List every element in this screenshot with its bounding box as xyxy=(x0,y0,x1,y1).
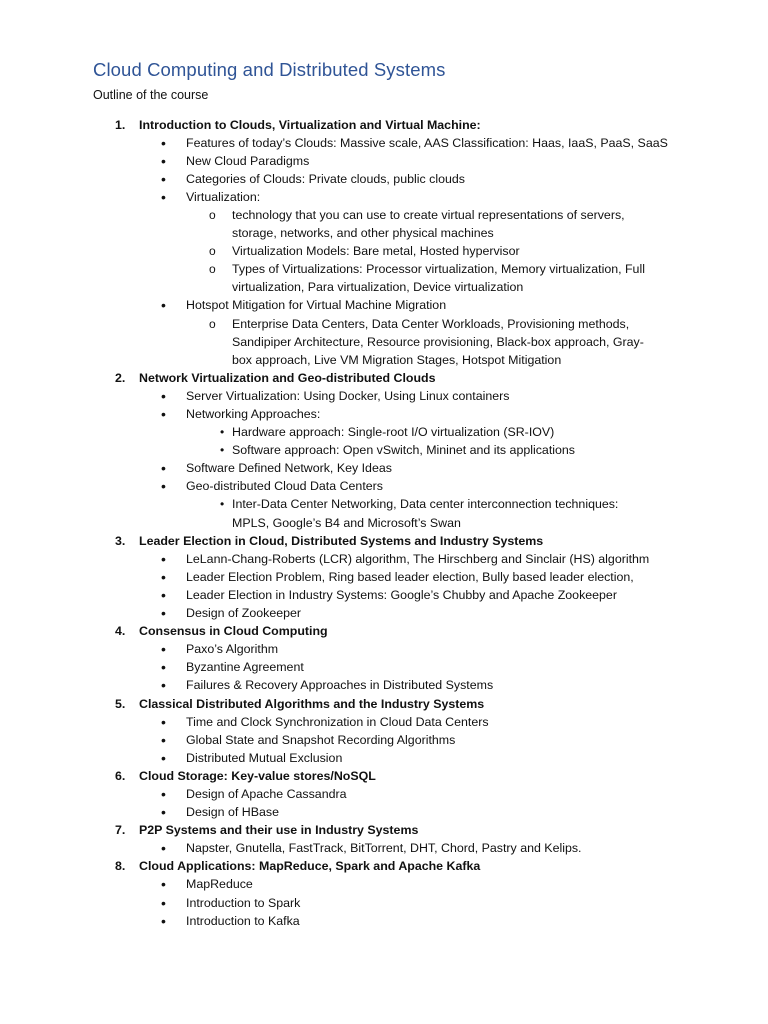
bullet-icon: • xyxy=(161,749,166,766)
list-item xyxy=(0,188,768,206)
list-item-text: Introduction to Kafka xyxy=(186,913,300,928)
list-item xyxy=(0,586,768,604)
bullet-icon: • xyxy=(161,478,166,495)
section-number: 6. xyxy=(115,768,126,783)
bullet-icon: • xyxy=(161,876,166,893)
list-item xyxy=(0,894,768,912)
list-item-text: Inter-Data Center Networking, Data center interconnection techniques: xyxy=(232,497,619,512)
list-item-text: Hotspot Mitigation for Virtual Machine Migration xyxy=(186,298,447,313)
section-number: 1. xyxy=(115,117,126,132)
list-item-text: Design of Apache Cassandra xyxy=(186,786,347,801)
section-heading xyxy=(0,369,768,387)
bullet-icon: • xyxy=(161,731,166,748)
list-item xyxy=(0,405,768,423)
list-item-text: Distributed Mutual Exclusion xyxy=(186,750,343,765)
list-item xyxy=(0,785,768,803)
section-heading xyxy=(0,857,768,875)
bullet-icon: • xyxy=(161,460,166,477)
list-item-text: Introduction to Spark xyxy=(186,895,301,910)
list-item-text: Leader Election Problem, Ring based leader election, Bully based leader election, xyxy=(186,569,634,584)
bullet-icon: • xyxy=(161,659,166,676)
sub-list-item-continuation xyxy=(0,333,768,351)
bullet-icon: • xyxy=(220,497,225,512)
circle-bullet-icon: o xyxy=(209,316,216,331)
sub-list-item xyxy=(0,242,768,260)
sub-list-item xyxy=(0,206,768,224)
list-item xyxy=(0,875,768,893)
sub-list-item xyxy=(0,260,768,278)
list-item xyxy=(0,604,768,622)
section-title: Introduction to Clouds, Virtualization and Virtual Machine: xyxy=(139,117,481,132)
section-number: 8. xyxy=(115,859,126,874)
list-item xyxy=(0,713,768,731)
bullet-icon: • xyxy=(161,134,166,151)
list-item-text: box approach, Live VM Migration Stages, Hotspot Mitigation xyxy=(232,352,562,367)
list-item xyxy=(0,912,768,930)
bullet-icon: • xyxy=(161,641,166,658)
section-number: 3. xyxy=(115,533,126,548)
list-item-text: storage, networks, and other physical machines xyxy=(232,226,494,241)
list-item-text: MPLS, Google’s B4 and Microsoft’s Swan xyxy=(232,515,461,530)
section-heading xyxy=(0,695,768,713)
list-item-text: New Cloud Paradigms xyxy=(186,153,310,168)
sub-list-item xyxy=(0,423,768,441)
list-item xyxy=(0,296,768,314)
section-heading xyxy=(0,116,768,134)
bullet-icon: • xyxy=(161,568,166,585)
list-item-text: Virtualization: xyxy=(186,189,261,204)
list-item-text: Features of today’s Clouds: Massive scale, AAS Classification: Haas, IaaS, PaaS, SaaS xyxy=(186,135,668,150)
section-number: 4. xyxy=(115,624,126,639)
bullet-icon: • xyxy=(161,188,166,205)
list-item-text: Hardware approach: Single-root I/O virtualization (SR-IOV) xyxy=(232,425,555,440)
circle-bullet-icon: o xyxy=(209,244,216,259)
sub-list-item-continuation xyxy=(0,351,768,369)
page-subtitle: Outline of the course xyxy=(93,88,209,102)
list-item-text: MapReduce xyxy=(186,877,253,892)
list-item-text: Paxo’s Algorithm xyxy=(186,642,279,657)
list-item xyxy=(0,803,768,821)
list-item xyxy=(0,658,768,676)
section-number: 5. xyxy=(115,696,126,711)
circle-bullet-icon: o xyxy=(209,207,216,222)
section-title: P2P Systems and their use in Industry Systems xyxy=(139,823,419,838)
bullet-icon: • xyxy=(161,406,166,422)
bullet-icon: • xyxy=(161,586,166,603)
section-title: Network Virtualization and Geo-distributed Clouds xyxy=(139,370,436,385)
list-item-text: Categories of Clouds: Private clouds, public clouds xyxy=(186,171,465,186)
sub-list-item-continuation xyxy=(0,514,768,532)
list-item-text: virtualization, Para virtualization, Device virtualization xyxy=(232,280,524,295)
bullet-icon: • xyxy=(161,713,166,730)
list-item xyxy=(0,640,768,658)
page-title: Cloud Computing and Distributed Systems xyxy=(93,59,446,80)
section-title: Classical Distributed Algorithms and the Industry Systems xyxy=(139,696,485,711)
bullet-icon: • xyxy=(161,894,166,911)
bullet-icon: • xyxy=(161,785,166,802)
list-item-text: Server Virtualization: Using Docker, Using Linux containers xyxy=(186,388,510,403)
bullet-icon: • xyxy=(161,804,166,821)
list-item xyxy=(0,731,768,749)
list-item xyxy=(0,676,768,694)
list-item xyxy=(0,459,768,477)
list-item-text: Leader Election in Industry Systems: Google’s Chubby and Apache Zookeeper xyxy=(186,587,617,602)
list-item xyxy=(0,152,768,170)
bullet-icon: • xyxy=(161,297,166,314)
list-item-text: LeLann-Chang-Roberts (LCR) algorithm, The Hirschberg and Sinclair (HS) algorithm xyxy=(186,551,650,566)
list-item-text: Geo-distributed Cloud Data Centers xyxy=(186,479,383,494)
list-item-text: Software approach: Open vSwitch, Mininet and its applications xyxy=(232,443,575,458)
sub-list-item-continuation xyxy=(0,224,768,242)
bullet-icon: • xyxy=(220,425,225,440)
section-title: Consensus in Cloud Computing xyxy=(139,624,328,639)
sub-list-item xyxy=(0,315,768,333)
bullet-icon: • xyxy=(161,605,166,622)
sub-list-item xyxy=(0,495,768,513)
section-heading xyxy=(0,821,768,839)
list-item-text: Virtualization Models: Bare metal, Hosted hypervisor xyxy=(232,244,520,259)
list-item-text: Global State and Snapshot Recording Algorithms xyxy=(186,732,456,747)
section-number: 7. xyxy=(115,823,126,838)
list-item xyxy=(0,550,768,568)
sub-list-item xyxy=(0,441,768,459)
section-title: Cloud Storage: Key-value stores/NoSQL xyxy=(139,768,376,783)
circle-bullet-icon: o xyxy=(209,262,216,277)
section-title: Leader Election in Cloud, Distributed Systems and Industry Systems xyxy=(139,533,544,548)
bullet-icon: • xyxy=(161,152,166,169)
list-item xyxy=(0,134,768,152)
list-item xyxy=(0,568,768,586)
list-item-text: Sandipiper Architecture, Resource provisioning, Black-box approach, Gray- xyxy=(232,334,644,349)
sub-list-item-continuation xyxy=(0,278,768,296)
list-item-text: Networking Approaches: xyxy=(186,407,321,421)
list-item-text: Types of Virtualizations: Processor virtualization, Memory virtualization, Full xyxy=(232,262,645,277)
list-item-text: technology that you can use to create virtual representations of servers, xyxy=(232,207,625,222)
bullet-icon: • xyxy=(161,550,166,567)
bullet-icon: • xyxy=(161,912,166,929)
section-heading xyxy=(0,532,768,550)
list-item xyxy=(0,839,768,857)
section-title: Cloud Applications: MapReduce, Spark and Apache Kafka xyxy=(139,859,481,874)
list-item xyxy=(0,749,768,767)
list-item-text: Time and Clock Synchronization in Cloud Data Centers xyxy=(186,714,489,729)
list-item xyxy=(0,170,768,188)
list-item xyxy=(0,387,768,405)
section-heading xyxy=(0,622,768,640)
list-item-text: Software Defined Network, Key Ideas xyxy=(186,461,392,476)
bullet-icon: • xyxy=(161,677,166,694)
course-outline xyxy=(0,116,768,930)
list-item-text: Enterprise Data Centers, Data Center Workloads, Provisioning methods, xyxy=(232,316,630,331)
section-number: 2. xyxy=(115,370,126,385)
list-item-text: Byzantine Agreement xyxy=(186,660,304,675)
bullet-icon: • xyxy=(161,170,166,187)
list-item xyxy=(0,477,768,495)
bullet-icon: • xyxy=(161,387,166,404)
section-heading xyxy=(0,767,768,785)
list-item-text: Failures & Recovery Approaches in Distributed Systems xyxy=(186,678,494,693)
bullet-icon: • xyxy=(220,443,225,458)
list-item-text: Napster, Gnutella, FastTrack, BitTorrent, DHT, Chord, Pastry and Kelips. xyxy=(186,841,582,856)
list-item-text: Design of HBase xyxy=(186,805,279,820)
list-item-text: Design of Zookeeper xyxy=(186,606,302,621)
bullet-icon: • xyxy=(161,840,166,857)
